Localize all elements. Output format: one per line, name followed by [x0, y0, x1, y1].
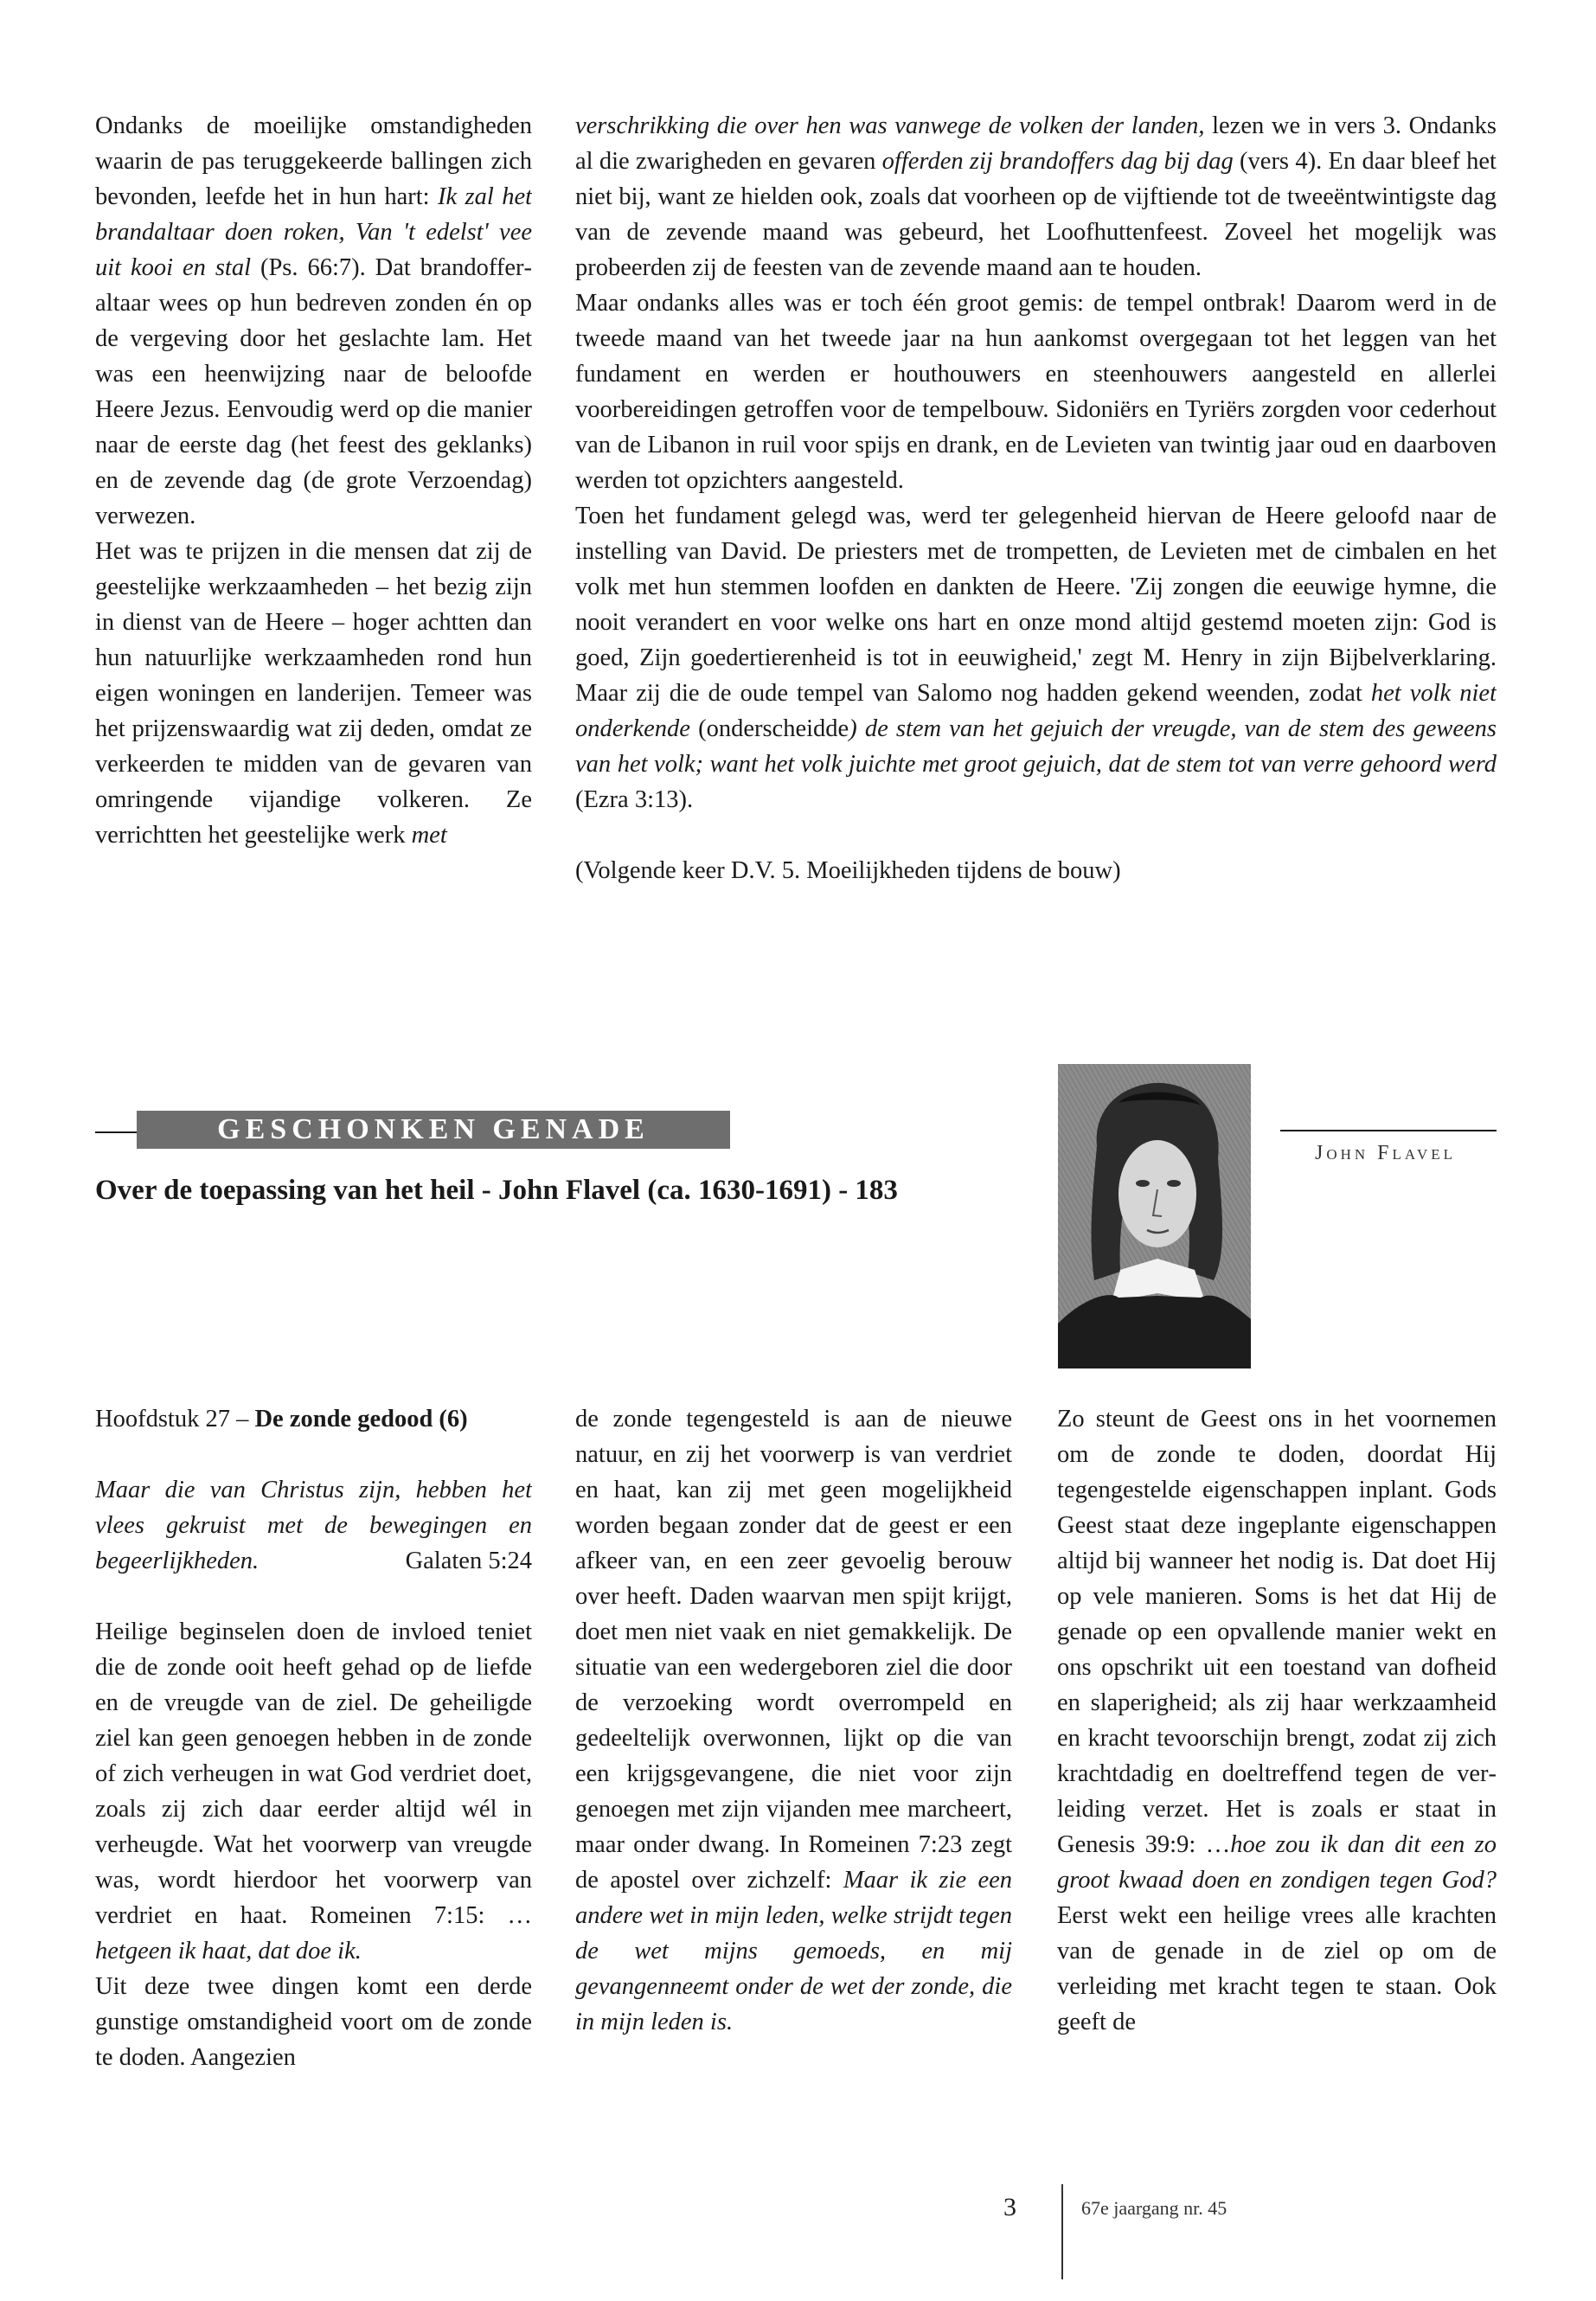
text-run: lezen we in vers 3. Ondanks al die zwarigheden en gevaren [575, 112, 1497, 175]
paragraph [95, 108, 532, 534]
paragraph [575, 1401, 1012, 2040]
text-run: (Volgende keer D.V. 5. Moeilijkheden tijdens de bouw) [575, 857, 1121, 884]
chapter-prefix: Hoofdstuk 27 – [95, 1406, 255, 1433]
page-number: 3 [1003, 2193, 1016, 2221]
paragraph [1057, 1401, 1497, 2040]
italic-run: hoe zou ik dan dit een zo groot kwaad doen en zondigen tegen God? [1057, 1831, 1497, 1894]
chapter-title: De zonde gedood (6) [254, 1406, 468, 1433]
text-run: Eerst wekt een heilige vrees alle krachten van de genade in de ziel op om de verleiding met kracht tegen te staan. Ook geeft de [1057, 1902, 1497, 2035]
italic-run: verschrikking die over hen was vanwege de volken der landen, [575, 112, 1205, 139]
text-run: Zo steunt de Geest ons in het voornemen om de zonde te doden, doordat Hij tegengestelde eigenschappen inplant. Gods Geest staat deze ingeplante eigenschappen altijd bij wanneer het nodig is. Dat doet Hij op vele manieren. Soms is het dat Hij de genade op een opvallende manier wekt en ons opschrikt uit een toestand van dofheid en slaperigheid; als zij haar werkzaamheid en kracht tevoorschijn brengt, zodat zij zich krachtdadig en doeltreffend tegen de verleiding verzet. Het is zoals er staat in Genesis 39:9: … [1057, 1406, 1497, 1858]
paragraph [575, 498, 1497, 817]
top-left-column [95, 108, 532, 1012]
article-subtitle: Over de toepassing van het heil - John Flavel (ca. 1630-1691) - 183 [95, 1175, 898, 1206]
text-run: (onderscheidde [689, 715, 849, 742]
text-run: Het was te prijzen in die mensen dat zij de geestelijke werkzaamheden – het bezig zijn in dienst van de Heere – hoger achtten dan hun natuurlijke werkzaamheden rond hun eigen woningen en landerijen. Temeer was het prijzenswaardig wat zij deden, omdat ze verkeerden te midden van de gevaren van omringende vijandige volkeren. Ze verrichtten het geestelijke werk [95, 538, 532, 849]
motto-text: Maar die van Christus zijn, hebben het vlees gekruist met de bewegingen en begeerlijkheden. [95, 1477, 532, 1574]
text-run: (vers 4). En daar bleef het niet bij, want ze hielden ook, zoals dat voorheen op de vijftiende tot de tweeëntwintigste dag van de zevende maand was gebeurd, het Loofhuttenfeest. Zoveel het mogelijk was probeerden zij de feesten van de zevende maand aan te houden. [575, 148, 1497, 281]
article-column-3 [1057, 1401, 1497, 2093]
text-run: (Ps. 66:7). Dat brandofferaltaar wees op hun bedreven zonden én op de vergeving door het geslachte lam. Het was een heenwijzing naar de beloofde Heere Jezus. Eenvoudig werd op die manier naar de eerste dag (het feest des geklanks) en de zevende dag (de grote Verzoendag) verwezen. [95, 254, 532, 529]
text-run: Toen het fundament gelegd was, werd ter gelegenheid hiervan de Heere geloofd naar de instelling van David. De priesters met de trompetten, de Levieten met de cimbalen en het volk met hun stemmen loofden en dankten de Heere. 'Zij zongen die eeuwige hymne, die nooit verandert en voor welke ons hart en onze mond altijd gestemd moeten zijn: God is goed, Zijn goedertierenheid is tot in eeuwigheid,' zegt M. Henry in zijn Bijbelverklaring. Maar zij die de oude tempel van Salomo nog hadden gekend weenden, zodat [575, 503, 1497, 707]
top-right-column [575, 108, 1497, 1012]
paragraph [575, 285, 1497, 498]
motto-reference: Galaten 5:24 [405, 1548, 532, 1574]
paragraph [95, 1969, 532, 2075]
article-column-2 [575, 1401, 1012, 2093]
paragraph [95, 1614, 532, 1969]
section-rule-left [95, 1131, 137, 1133]
portrait-caption: John Flavel [1315, 1142, 1457, 1164]
section-label: GESCHONKEN GENADE [137, 1111, 730, 1149]
text-run: Heilige beginselen doen de invloed teniet die de zonde ooit heeft gehad op de liefde en de vreugde van de ziel. De geheiligde ziel kan geen genoegen hebben in de zonde of zich verheugen in wat God verdriet doet, zoals zij zich daar eerder altijd wél in verheugde. Wat het voorwerp van vreugde was, wordt hierdoor het voorwerp van verdriet en haat. Romeinen 7:15: … [95, 1618, 532, 1929]
portrait-image [1058, 1064, 1251, 1368]
italic-run: met [411, 822, 447, 849]
italic-run: Maar ik zie een andere wet in mijn leden, welke strijdt tegen de wet mijns gemoeds, en mij gevangenneemt onder de wet der zonde, die in mijn leden is. [575, 1867, 1012, 2035]
italic-run: hetgeen ik haat, dat doe ik. [95, 1938, 362, 1965]
paragraph [575, 853, 1497, 888]
section-rule-right [1280, 1130, 1497, 1131]
text-run: Ondanks de moeilijke omstandigheden waarin de pas teruggekeerde ballingen zich bevonden, leefde het in hun hart: [95, 112, 532, 210]
text-run: (Ezra 3:13). [575, 786, 694, 813]
issue-info: 67e jaargang nr. 45 [1081, 2197, 1227, 2219]
chapter-heading [95, 1401, 532, 1437]
paragraph [575, 108, 1497, 285]
footer-divider [1061, 2184, 1063, 2279]
italic-run: offerden zij brandoffers dag bij dag [881, 148, 1234, 175]
paragraph [95, 534, 532, 853]
text-run: Uit deze twee dingen komt een derde gunstige omstandigheid voort om de zonde te doden. Aangezien [95, 1973, 532, 2071]
article-column-1 [95, 1401, 532, 2093]
motto [95, 1472, 532, 1579]
italic-run: ) de stem van het gejuich der vreugde, van de stem des geweens van het volk; want het volk juichte met groot gejuich, dat de stem tot van verre gehoord werd [575, 715, 1497, 778]
text-run: Maar ondanks alles was er toch één groot gemis: de tempel ontbrak! Daarom werd in de tweede maand van het tweede jaar na hun aankomst overgegaan tot het leggen van het fundament en werden er houthouwers en steenhouwers aangesteld en allerlei voorbereidingen getroffen voor de tempelbouw. Sidoniërs en Tyriërs zorgden voor cederhout van de Libanon in ruil voor spijs en drank, en de Levieten van twintig jaar oud en daarboven werden tot opzichters aangesteld. [575, 290, 1497, 494]
article-column-1-body [95, 1614, 532, 2075]
italic-run: Ik zal het brandaltaar doen roken, Van 't edelst' vee uit kooi en stal [95, 183, 532, 281]
text-run: de zonde tegengesteld is aan de nieuwe natuur, en zij het voorwerp is van verdriet en haat, kan zij met geen mogelijkheid worden begaan zonder dat de geest er een afkeer van, en een zeer gevoelig berouw over heeft. Daden waarvan men spijt krijgt, doet men niet vaak en niet gemakkelijk. De situatie van een wedergeboren ziel die door de verzoeking wordt overrompeld en gedeeltelijk overwonnen, lijkt op die van een krijgsgevangene, die niet voor zijn genoegen met zijn vijanden mee marcheert, maar onder dwang. In Romeinen 7:23 zegt de apostel over zichzelf: [575, 1406, 1012, 1894]
italic-run: het volk niet onderkende [575, 680, 1497, 742]
